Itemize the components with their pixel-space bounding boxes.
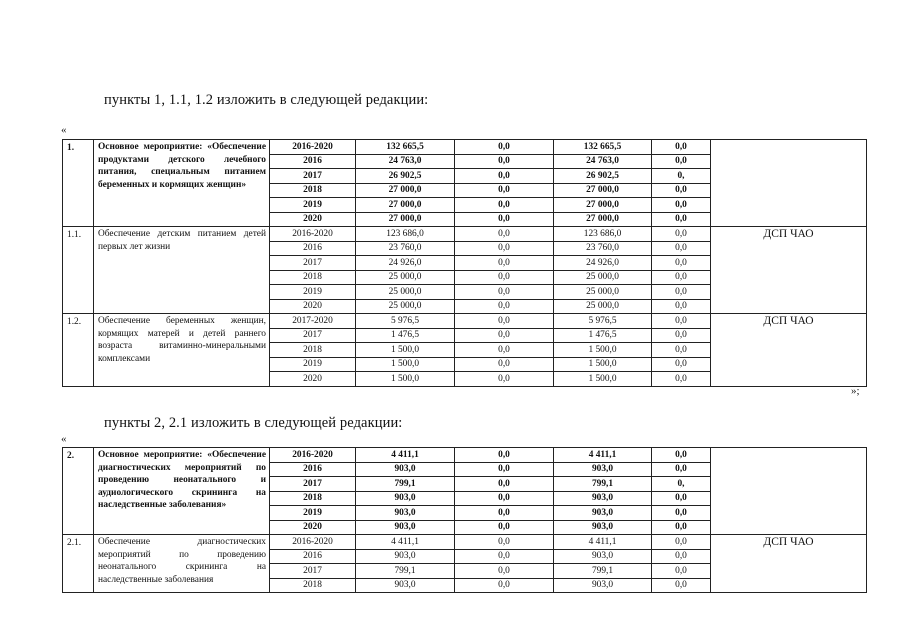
period-cell: 2017 (270, 169, 356, 184)
regional-cell: 903,0 (554, 462, 652, 477)
federal-cell: 0,0 (455, 299, 554, 314)
other-cell: 0,0 (652, 140, 711, 155)
regional-cell: 1 476,5 (554, 328, 652, 343)
period-cell: 2020 (270, 372, 356, 387)
federal-cell: 0,0 (455, 328, 554, 343)
regional-cell: 25 000,0 (554, 285, 652, 300)
federal-cell: 0,0 (455, 285, 554, 300)
other-cell: 0,0 (652, 372, 711, 387)
total-cell: 27 000,0 (356, 212, 455, 227)
table-row (63, 227, 867, 242)
total-cell: 132 665,5 (356, 140, 455, 155)
total-cell: 903,0 (356, 520, 455, 535)
other-cell: 0,0 (652, 256, 711, 271)
regional-cell: 123 686,0 (554, 227, 652, 242)
regional-cell: 903,0 (554, 506, 652, 521)
period-cell: 2020 (270, 212, 356, 227)
period-cell: 2016 (270, 241, 356, 256)
item-number: 1.2. (63, 314, 94, 387)
period-cell: 2017 (270, 328, 356, 343)
federal-cell: 0,0 (455, 578, 554, 593)
period-cell: 2017 (270, 477, 356, 492)
regional-cell: 4 411,1 (554, 448, 652, 463)
regional-cell: 27 000,0 (554, 212, 652, 227)
section-2-open-quote: « (61, 433, 67, 445)
item-number: 2. (63, 448, 94, 535)
regional-cell: 24 763,0 (554, 154, 652, 169)
other-cell: 0,0 (652, 299, 711, 314)
other-cell: 0,0 (652, 520, 711, 535)
other-cell: 0,0 (652, 285, 711, 300)
federal-cell: 0,0 (455, 154, 554, 169)
other-cell: 0,0 (652, 357, 711, 372)
total-cell: 799,1 (356, 477, 455, 492)
other-cell: 0,0 (652, 578, 711, 593)
period-cell: 2018 (270, 183, 356, 198)
federal-cell: 0,0 (455, 270, 554, 285)
other-cell: 0,0 (652, 506, 711, 521)
federal-cell: 0,0 (455, 169, 554, 184)
section-1-open-quote: « (61, 124, 67, 136)
federal-cell: 0,0 (455, 256, 554, 271)
period-cell: 2017 (270, 256, 356, 271)
item-name: Обеспечение детским питанием детей первых лет жизни (94, 227, 270, 314)
table-row (63, 448, 867, 463)
period-cell: 2017-2020 (270, 314, 356, 329)
other-cell: 0,0 (652, 183, 711, 198)
regional-cell: 5 976,5 (554, 314, 652, 329)
period-cell: 2016 (270, 154, 356, 169)
table-row (63, 535, 867, 550)
item-name: Обеспечение беременных женщин, кормящих матерей и детей раннего возраста витаминно-минеральными комплексами (94, 314, 270, 387)
period-cell: 2018 (270, 270, 356, 285)
regional-cell: 903,0 (554, 578, 652, 593)
other-cell: 0,0 (652, 564, 711, 579)
period-cell: 2019 (270, 506, 356, 521)
table-row (63, 140, 867, 155)
regional-cell: 1 500,0 (554, 372, 652, 387)
other-cell: 0,0 (652, 448, 711, 463)
other-cell: 0,0 (652, 154, 711, 169)
other-cell: 0,0 (652, 328, 711, 343)
period-cell: 2016-2020 (270, 448, 356, 463)
item-number: 1. (63, 140, 94, 227)
other-cell: 0,0 (652, 270, 711, 285)
total-cell: 27 000,0 (356, 183, 455, 198)
other-cell: 0,0 (652, 198, 711, 213)
other-cell: 0, (652, 169, 711, 184)
total-cell: 1 500,0 (356, 372, 455, 387)
total-cell: 24 763,0 (356, 154, 455, 169)
executor-cell (711, 140, 867, 227)
period-cell: 2020 (270, 299, 356, 314)
period-cell: 2020 (270, 520, 356, 535)
regional-cell: 27 000,0 (554, 198, 652, 213)
other-cell: 0,0 (652, 535, 711, 550)
total-cell: 1 476,5 (356, 328, 455, 343)
other-cell: 0,0 (652, 241, 711, 256)
period-cell: 2019 (270, 357, 356, 372)
executor-cell (711, 448, 867, 535)
other-cell: 0,0 (652, 212, 711, 227)
item-number: 1.1. (63, 227, 94, 314)
executor-cell: ДСП ЧАО (711, 227, 867, 314)
federal-cell: 0,0 (455, 212, 554, 227)
regional-cell: 24 926,0 (554, 256, 652, 271)
other-cell: 0,0 (652, 491, 711, 506)
section-1-heading: пункты 1, 1.1, 1.2 изложить в следующей редакции: (104, 92, 429, 108)
total-cell: 799,1 (356, 564, 455, 579)
federal-cell: 0,0 (455, 314, 554, 329)
period-cell: 2019 (270, 285, 356, 300)
section-2-table (62, 447, 867, 593)
federal-cell: 0,0 (455, 535, 554, 550)
other-cell: 0,0 (652, 314, 711, 329)
total-cell: 5 976,5 (356, 314, 455, 329)
total-cell: 903,0 (356, 462, 455, 477)
item-name: Основное мероприятие: «Обеспечение диагностических мероприятий по проведению неонатального и аудиологического скрининга на наследственные заболевания» (94, 448, 270, 535)
item-number: 2.1. (63, 535, 94, 593)
regional-cell: 903,0 (554, 491, 652, 506)
period-cell: 2016-2020 (270, 535, 356, 550)
total-cell: 1 500,0 (356, 357, 455, 372)
period-cell: 2018 (270, 578, 356, 593)
federal-cell: 0,0 (455, 198, 554, 213)
regional-cell: 1 500,0 (554, 357, 652, 372)
other-cell: 0,0 (652, 462, 711, 477)
regional-cell: 799,1 (554, 564, 652, 579)
period-cell: 2018 (270, 491, 356, 506)
regional-cell: 26 902,5 (554, 169, 652, 184)
regional-cell: 4 411,1 (554, 535, 652, 550)
regional-cell: 903,0 (554, 520, 652, 535)
total-cell: 123 686,0 (356, 227, 455, 242)
other-cell: 0,0 (652, 343, 711, 358)
period-cell: 2016 (270, 462, 356, 477)
total-cell: 27 000,0 (356, 198, 455, 213)
total-cell: 4 411,1 (356, 448, 455, 463)
other-cell: 0, (652, 477, 711, 492)
table-row (63, 314, 867, 329)
total-cell: 24 926,0 (356, 256, 455, 271)
total-cell: 903,0 (356, 491, 455, 506)
federal-cell: 0,0 (455, 372, 554, 387)
section-1-table (62, 139, 867, 387)
total-cell: 1 500,0 (356, 343, 455, 358)
total-cell: 25 000,0 (356, 270, 455, 285)
federal-cell: 0,0 (455, 140, 554, 155)
federal-cell: 0,0 (455, 564, 554, 579)
federal-cell: 0,0 (455, 462, 554, 477)
total-cell: 23 760,0 (356, 241, 455, 256)
regional-cell: 1 500,0 (554, 343, 652, 358)
federal-cell: 0,0 (455, 520, 554, 535)
regional-cell: 25 000,0 (554, 270, 652, 285)
federal-cell: 0,0 (455, 241, 554, 256)
period-cell: 2016-2020 (270, 140, 356, 155)
regional-cell: 799,1 (554, 477, 652, 492)
period-cell: 2019 (270, 198, 356, 213)
regional-cell: 23 760,0 (554, 241, 652, 256)
federal-cell: 0,0 (455, 491, 554, 506)
regional-cell: 903,0 (554, 549, 652, 564)
total-cell: 4 411,1 (356, 535, 455, 550)
item-name: Основное мероприятие: «Обеспечение продуктами детского лечебного питания, специальным питанием беременных и кормящих женщин» (94, 140, 270, 227)
federal-cell: 0,0 (455, 506, 554, 521)
executor-cell: ДСП ЧАО (711, 314, 867, 387)
executor-cell: ДСП ЧАО (711, 535, 867, 593)
period-cell: 2016 (270, 549, 356, 564)
federal-cell: 0,0 (455, 549, 554, 564)
regional-cell: 25 000,0 (554, 299, 652, 314)
total-cell: 25 000,0 (356, 285, 455, 300)
regional-cell: 27 000,0 (554, 183, 652, 198)
period-cell: 2017 (270, 564, 356, 579)
other-cell: 0,0 (652, 549, 711, 564)
total-cell: 903,0 (356, 549, 455, 564)
period-cell: 2016-2020 (270, 227, 356, 242)
total-cell: 903,0 (356, 578, 455, 593)
period-cell: 2018 (270, 343, 356, 358)
federal-cell: 0,0 (455, 477, 554, 492)
federal-cell: 0,0 (455, 357, 554, 372)
section-1-close-quote: »; (851, 385, 860, 397)
federal-cell: 0,0 (455, 448, 554, 463)
regional-cell: 132 665,5 (554, 140, 652, 155)
item-name: Обеспечение диагностических мероприятий по проведению неонатального скрининга на наследственные заболевания (94, 535, 270, 593)
federal-cell: 0,0 (455, 183, 554, 198)
other-cell: 0,0 (652, 227, 711, 242)
section-2-heading: пункты 2, 2.1 изложить в следующей редакции: (104, 415, 403, 431)
federal-cell: 0,0 (455, 227, 554, 242)
total-cell: 26 902,5 (356, 169, 455, 184)
total-cell: 25 000,0 (356, 299, 455, 314)
total-cell: 903,0 (356, 506, 455, 521)
federal-cell: 0,0 (455, 343, 554, 358)
